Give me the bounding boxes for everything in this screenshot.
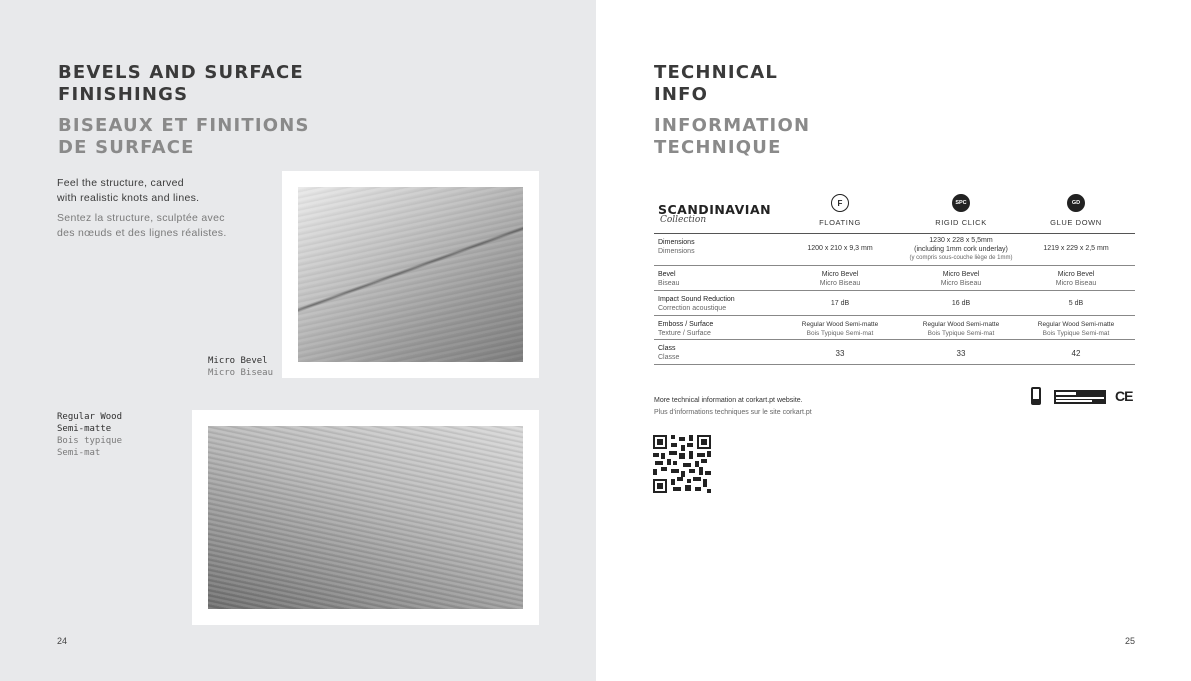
- intro-en: Feel the structure, carved with realistic knots and lines.: [57, 177, 200, 204]
- floating-icon: F: [831, 194, 849, 212]
- table-cell: 1200 x 210 x 9,3 mm: [807, 245, 873, 252]
- row-label-emboss: Emboss / Surface Texture / Surface: [658, 321, 714, 337]
- technical-info-title-fr: INFORMATION TECHNIQUE: [654, 115, 811, 158]
- table-cell: Regular Wood Semi-matte Bois Typique Semi-mat: [922, 321, 1000, 337]
- table-cell: 42: [1071, 349, 1081, 358]
- table-cell: 1230 x 228 x 5,5mm (including 1mm cork underlay) (y compris sous-couche liège de 1mm): [909, 237, 1013, 261]
- regular-wood-label: Regular Wood Semi-matte Bois typique Semi-mat: [57, 412, 123, 458]
- glue-down-icon: GD: [1067, 194, 1085, 212]
- table-cell: 5 dB: [1068, 300, 1084, 307]
- technical-info-title-en: TECHNICAL INFO: [654, 62, 779, 105]
- intro-text: [57, 176, 227, 241]
- page-number-left: 24: [57, 636, 68, 646]
- table-row: [654, 340, 1135, 365]
- column-glue-down: GD GLUE DOWN: [1017, 194, 1135, 227]
- spec-table: [654, 192, 1135, 365]
- spec-table-header: [654, 192, 1135, 234]
- regular-wood-photo-frame: [192, 410, 539, 625]
- table-cell: 33: [956, 349, 966, 358]
- micro-bevel-photo-frame: [282, 171, 539, 378]
- rigid-click-icon: SPC: [952, 194, 970, 212]
- page-title-fr: BISEAUX ET FINITIONS DE SURFACE: [58, 115, 310, 158]
- page-number-right: 25: [1125, 636, 1136, 646]
- micro-bevel-label: Micro Bevel Micro Biseau: [208, 356, 274, 378]
- micro-bevel-photo: [298, 187, 523, 362]
- floorscore-logo-icon: [1054, 390, 1106, 404]
- row-label-class: Class Classe: [658, 345, 680, 361]
- column-floating: F FLOATING: [781, 194, 899, 227]
- ce-mark-icon: CE: [1115, 388, 1133, 404]
- column-rigid-click: SPC RIGID CLICK: [902, 194, 1020, 227]
- page-title-en: BEVELS AND SURFACE FINISHINGS: [58, 62, 304, 105]
- table-row: [654, 316, 1135, 340]
- certification-badge-icon: [1030, 386, 1042, 406]
- more-info-text: More technical information at corkart.pt website. Plus d'informations techniques sur le site corkart.pt: [654, 397, 812, 416]
- table-cell: 17 dB: [830, 300, 850, 307]
- table-cell: 33: [835, 349, 845, 358]
- table-row: [654, 266, 1135, 291]
- row-label-impact-sound: Impact Sound Reduction Correction acoustique: [658, 296, 735, 312]
- regular-wood-photo: [208, 426, 523, 609]
- table-cell: Micro Bevel Micro Biseau: [819, 271, 861, 287]
- table-cell: 16 dB: [951, 300, 971, 307]
- table-cell: Regular Wood Semi-matte Bois Typique Semi-mat: [1037, 321, 1115, 337]
- row-label-dimensions: Dimensions Dimensions: [658, 239, 695, 255]
- table-cell: Regular Wood Semi-matte Bois Typique Semi-mat: [801, 321, 879, 337]
- table-cell: 1219 x 229 x 2,5 mm: [1043, 245, 1109, 252]
- table-cell: Micro Bevel Micro Biseau: [1055, 271, 1097, 287]
- row-label-bevel: Bevel Biseau: [658, 271, 680, 287]
- table-row: [654, 234, 1135, 266]
- table-cell: Micro Bevel Micro Biseau: [940, 271, 982, 287]
- scandinavian-collection-logo: SCANDINAVIAN Collection: [658, 202, 772, 225]
- intro-fr: Sentez la structure, sculptée avec des nœuds et des lignes réalistes.: [57, 212, 227, 239]
- qr-code-icon: [653, 435, 711, 493]
- table-row: [654, 291, 1135, 316]
